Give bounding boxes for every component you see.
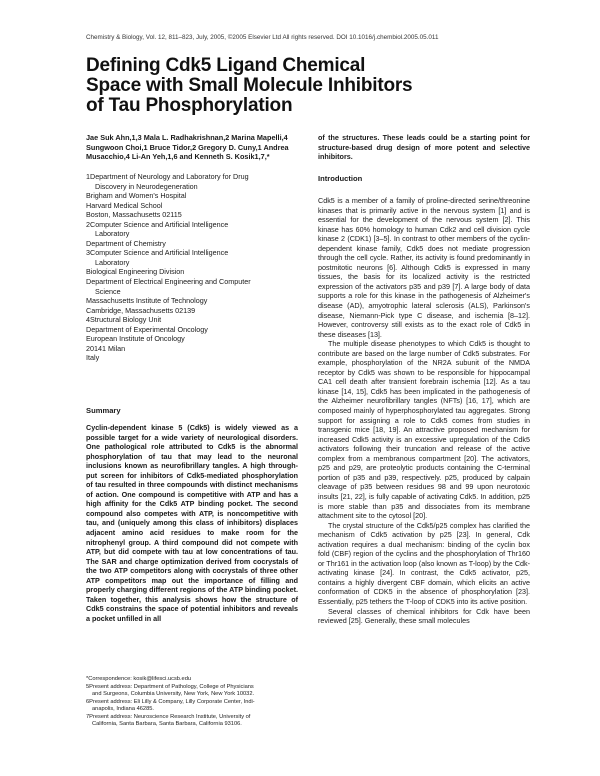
affiliation-line: Harvard Medical School bbox=[86, 200, 163, 210]
article-title: Defining Cdk5 Ligand Chemical Space with Small Molecule Inhibitors of Tau Phosphorylation bbox=[86, 55, 413, 116]
affiliation-line: Discovery in Neurodegeneration bbox=[95, 181, 198, 191]
footnote-line: 5Present address: Department of Pathology, College of Physicians bbox=[86, 683, 254, 690]
footnote-line: anapolis, Indiana 46285. bbox=[92, 706, 154, 712]
intro-paragraph-4: Several classes of chemical inhibitors for Cdk have been reviewed [25]. Generally, these small molecules bbox=[318, 606, 530, 626]
intro-paragraph-3: The crystal structure of the Cdk5/p25 complex has clarified the mechanism of Cdk5 activation by p25 [23]. In general, Cdk activation requires a dual mechanism: binding of the cyclin box fold (CBF) region of the cyclins and the phosphorylation of Thr160 or Thr161 in the activation loop (also known as T-loop) by the Cdk-activating kinase [24]. In contrast, the Cdk5 activator, p25, contains a highly divergent CBF domain, which elicits an active conformation of CDK5 in the absence of phosphorylation [23]. Essentially, p25 tethers the T-loop of CDK5 into its active position. bbox=[318, 520, 530, 606]
footnote-line: California, Santa Barbara, Santa Barbara, California 93106. bbox=[92, 721, 242, 727]
affiliations bbox=[86, 172, 298, 363]
affiliation-line: 4Structural Biology Unit bbox=[86, 315, 162, 325]
affiliation-line: Laboratory bbox=[95, 229, 130, 239]
affiliation-line: 2Computer Science and Artificial Intelligence bbox=[86, 219, 229, 229]
affiliation-line: Laboratory bbox=[95, 257, 130, 267]
affiliation-line: Massachusetts Institute of Technology bbox=[86, 296, 208, 306]
affiliation-line: Science bbox=[95, 286, 121, 296]
intro-paragraph-2: The multiple disease phenotypes to which Cdk5 is thought to contribute are based on the large number of Cdk5 substrates. For example, phosphorylation of the NR2A subunit of the NMDA receptor by Cdk5 was shown to be responsible for hippocampal CA1 cell death after transient forebrain ischemia [12]. As a tau kinase [14, 15], Cdk5 has been implicated in the pathogenesis of the Alzheimer neurofibrillary tangles (NFTs) [16, 17], which are composed mainly of hyperphosphorylated tau aggregates. Strong support for assigning a role to Cdk5 comes from studies in transgenic mice [18, 19]. An attractive proposed mechanism for increased Cdk5 activity is an excessive upregulation of the Cdk5 activators following their truncation and release of the active complex from a membranous compartment [20]. The activators, p25 and p29, are proteolytic products containing the C-terminal portion of p35 and p39, respectively. p25, produced by calpain cleavage of p35 between residues 98 and 99 upon neurotoxic insults [21, 22], is fully capable of activating Cdk5. In addition, p25 is more stable than p35 and dissociates from its membrane attachment site to the cytosol [20]. bbox=[318, 339, 530, 521]
author-list: Jae Suk Ahn,1,3 Mala L. Radhakrishnan,2 Marina Mapelli,4 Sungwoon Choi,1 Bruce Tidor,2 Gregory D. Cuny,1 Andrea Musacchio,4 Li-An Yeh,1,6 and Kenneth S. Kosik1,7,* bbox=[86, 133, 289, 162]
affiliation-line: Department of Electrical Engineering and Computer bbox=[86, 277, 251, 287]
introduction-heading: Introduction bbox=[318, 174, 363, 183]
summary-continued: of the structures. These leads could be a starting point for structure-based drug design of more potent and selective inhibitors. bbox=[318, 133, 530, 162]
affiliation-line: Boston, Massachusetts 02115 bbox=[86, 210, 182, 220]
affiliation-line: European Institute of Oncology bbox=[86, 334, 185, 344]
footnote-line: 6Present address: Eli Lilly & Company, Lilly Corporate Center, Indi- bbox=[86, 698, 255, 705]
summary-heading: Summary bbox=[86, 406, 121, 415]
affiliation-line: Department of Chemistry bbox=[86, 238, 166, 248]
footnote-line: and Surgeons, Columbia University, New York, New York 10032. bbox=[92, 691, 255, 697]
footnotes bbox=[86, 676, 298, 729]
affiliation-line: 1Department of Neurology and Laboratory for Drug bbox=[86, 172, 249, 181]
affiliation-line: Italy bbox=[86, 353, 100, 363]
introduction-body bbox=[318, 196, 530, 626]
affiliation-line: Cambridge, Massachusetts 02139 bbox=[86, 305, 196, 315]
affiliation-line: 20141 Milan bbox=[86, 343, 126, 353]
affiliation-line: Department of Experimental Oncology bbox=[86, 324, 208, 334]
affiliation-line: 3Computer Science and Artificial Intelligence bbox=[86, 248, 229, 258]
footnote-line: 7Present address: Neuroscience Research Institute, University of bbox=[86, 713, 251, 720]
affiliation-line: Biological Engineering Division bbox=[86, 267, 185, 277]
journal-citation-header: Chemistry & Biology, Vol. 12, 811–823, July, 2005, ©2005 Elsevier Ltd All rights reserved. DOI 10.1016/j.chembiol.2005.05.011 bbox=[86, 34, 439, 41]
summary-text: Cyclin-dependent kinase 5 (Cdk5) is widely viewed as a possible target for a wide variety of neurological disorders. One pathological role attributed to Cdk5 is the abnormal phosphorylation of tau that may lead to the neuronal inclusions known as neurofibrillary tangles. A high through-put screen for inhibitors of Cdk5-mediated phosphorylation of tau resulted in three compounds with distinct mechanisms of action. One compound is competitive with ATP and has a high affinity for the Cdk5 ATP binding pocket. The second compound also competes with ATP, is noncompetitive with tau, and (uniquely among this class of inhibitors) displaces adjacent amino acid residues to make room for the nitrophenyl group. A third compound did not compete with ATP, but did compete with tau at low concentrations of tau. The SAR and charge optimization derived from cocrystals of the two ATP competitors along with cocrystals of three other ATP competitors map out the importance of filling and properly charging different regions of the ATP binding pocket. Taken together, this analysis shows how the structure of Cdk5 constrains the space of potential inhibitors and reveals a pocket unfilled in all bbox=[86, 423, 298, 623]
affiliation-line: Brigham and Women's Hospital bbox=[86, 191, 187, 201]
footnote-line: *Correspondence: kosik@lifesci.ucsb.edu bbox=[86, 676, 192, 682]
intro-paragraph-1: Cdk5 is a member of a family of proline-directed serine/threonine kinases that is primarily active in the nervous system [1] and is essential for the development of the nervous system [2]. This kinase has 60% homology to human Cdk2 and cell division cycle kinase 2 (CDK1) [3–5]. In contrast to other members of the cyclin-dependent kinase family, Cdk5 does not mediate progression through the cell cycle. Rather, its activity is found predominantly in postmitotic neurons [6]. Although Cdk5 is expressed in many tissues, the basis for its localized activity is the restricted expression of the activators p35 and p39 [7]. A large body of data supports a role for this kinase in the pathogenesis of Alzheimer's disease (AD), amyotrophic lateral sclerosis (ALS), Parkinson's disease, Niemann-Pick type C disease, and ischemia [8–12]. However, controversy still exists as to the exact role of Cdk5 in these diseases [13]. bbox=[318, 196, 530, 339]
